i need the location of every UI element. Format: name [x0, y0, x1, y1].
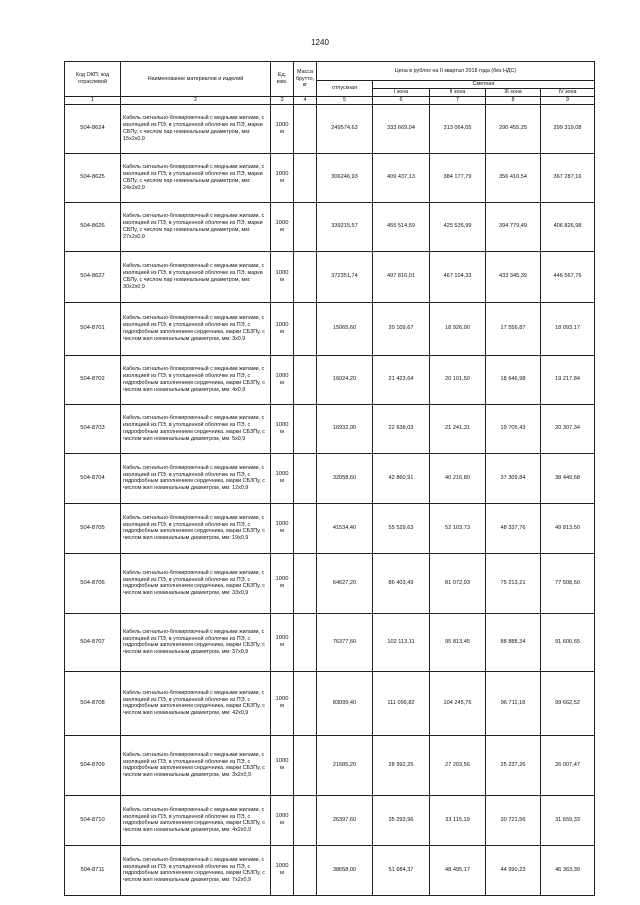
price-zone-1: 111 099,82 [373, 671, 430, 735]
header-zone-1: I зона [373, 89, 430, 97]
column-number: 9 [541, 97, 595, 105]
price-zone-2: 27 203,56 [430, 735, 486, 795]
item-unit: 1000 м [271, 251, 294, 302]
table-row [65, 153, 595, 202]
item-mass [294, 503, 317, 553]
price-release: 249574,63 [317, 104, 373, 153]
price-zone-3: 48 337,76 [486, 503, 541, 553]
item-code: 504-8708 [65, 671, 121, 735]
item-name: Кабель сигнально-блокировочный с медными жилами, с изоляцией из ПЭ, в утолщенной оболочке из ПЭ, с гидрофобным заполнением сердечника, марки СБЗПу, с числом жил номинальным диаметром, мм: 12x0,9 [121, 453, 271, 503]
price-zone-3: 30 721,56 [486, 795, 541, 845]
price-release: 21685,20 [317, 735, 373, 795]
column-number: 5 [317, 97, 373, 105]
price-zone-2: 95 813,45 [430, 613, 486, 671]
column-number: 6 [373, 97, 430, 105]
price-zone-4: 49 813,50 [541, 503, 595, 553]
price-zone-3: 18 646,98 [486, 355, 541, 404]
price-zone-1: 102 113,11 [373, 613, 430, 671]
price-zone-4: 31 659,33 [541, 795, 595, 845]
item-code: 504-8703 [65, 404, 121, 453]
item-unit: 1000 м [271, 503, 294, 553]
price-zone-4: 299 319,08 [541, 104, 595, 153]
price-zone-3: 433 345,39 [486, 251, 541, 302]
price-zone-1: 409 437,13 [373, 153, 430, 202]
price-release: 339215,57 [317, 202, 373, 251]
price-release: 306246,93 [317, 153, 373, 202]
item-code: 504-8627 [65, 251, 121, 302]
price-zone-1: 86 403,49 [373, 553, 430, 613]
item-code: 504-8625 [65, 153, 121, 202]
column-number: 3 [271, 97, 294, 105]
price-release: 64627,20 [317, 553, 373, 613]
price-zone-3: 75 213,21 [486, 553, 541, 613]
item-name: Кабель сигнально-блокировочный с медными жилами, с изоляцией из ПЭ, в утолщенной оболочке из ПЭ, с гидрофобным заполнением сердечника, марки СБЗПу, с числом жил номинальным диаметром, мм: 19x0,9 [121, 503, 271, 553]
header-name: Наименование материалов и изделий [121, 62, 271, 97]
item-name: Кабель сигнально-блокировочный с медными жилами, с изоляцией из ПЭ, в утолщенной оболочке из ПЭ, с гидрофобным заполнением сердечника, марки СБЗПу, с числом жил номинальным диаметром, мм: 42x0,9 [121, 671, 271, 735]
price-zone-3: 25 237,26 [486, 735, 541, 795]
price-zone-3: 44 990,23 [486, 845, 541, 895]
table-row [65, 251, 595, 302]
price-zone-2: 425 535,99 [430, 202, 486, 251]
item-unit: 1000 м [271, 453, 294, 503]
price-release: 15065,60 [317, 302, 373, 355]
price-zone-1: 497 816,01 [373, 251, 430, 302]
price-release: 76377,60 [317, 613, 373, 671]
item-unit: 1000 м [271, 613, 294, 671]
price-zone-2: 384 177,79 [430, 153, 486, 202]
item-unit: 1000 м [271, 104, 294, 153]
price-zone-4: 446 567,76 [541, 251, 595, 302]
item-code: 504-8626 [65, 202, 121, 251]
price-zone-2: 467 104,33 [430, 251, 486, 302]
column-number: 2 [121, 97, 271, 105]
price-zone-1: 51 684,37 [373, 845, 430, 895]
header-code: Код ОКП; код отраслевой [65, 62, 121, 97]
price-zone-4: 26 007,47 [541, 735, 595, 795]
item-mass [294, 302, 317, 355]
header-unit: Ед. изм. [271, 62, 294, 97]
item-unit: 1000 м [271, 735, 294, 795]
item-code: 504-8702 [65, 355, 121, 404]
page-number: 1240 [311, 38, 329, 47]
price-release: 83099,40 [317, 671, 373, 735]
price-zone-2: 104 245,76 [430, 671, 486, 735]
price-zone-1: 455 514,59 [373, 202, 430, 251]
item-unit: 1000 м [271, 553, 294, 613]
price-zone-1: 20 109,67 [373, 302, 430, 355]
price-zone-2: 81 072,93 [430, 553, 486, 613]
item-mass [294, 202, 317, 251]
item-code: 504-8710 [65, 795, 121, 845]
item-name: Кабель сигнально-блокировочный с медными жилами, с изоляцией из ПЭ, в утолщенной оболочке из ПЭ, с гидрофобным заполнением сердечника, марки СБЗПу, с числом жил номинальным диаметром, мм: 33x0,9 [121, 553, 271, 613]
column-number: 4 [294, 97, 317, 105]
table-row [65, 795, 595, 845]
header-price-title: Цена в рублях на II квартал 2018 года (без НДС) [317, 62, 595, 81]
price-zone-3: 17 556,87 [486, 302, 541, 355]
table-row [65, 404, 595, 453]
item-code: 504-8705 [65, 503, 121, 553]
item-name: Кабель сигнально-блокировочный с медными жилами, с изоляцией из ПЭ, в утолщенной оболочке из ПЭ, с гидрофобным заполнением сердечника, марки СБЗПу, с числом жил номинальным диаметром, мм: 3x2x0,9 [121, 735, 271, 795]
item-unit: 1000 м [271, 302, 294, 355]
price-zone-2: 18 926,00 [430, 302, 486, 355]
column-number: 8 [486, 97, 541, 105]
price-zone-1: 28 992,25 [373, 735, 430, 795]
price-zone-3: 88 888,34 [486, 613, 541, 671]
price-zone-4: 19 217,84 [541, 355, 595, 404]
price-zone-1: 55 529,63 [373, 503, 430, 553]
price-zone-1: 22 638,03 [373, 404, 430, 453]
item-name: Кабель сигнально-блокировочный с медными жилами, с изоляцией из ПЭ, в утолщенной оболочке из ПЭ, с гидрофобным заполнением сердечника, марки СБЗПу, с числом жил номинальным диаметром, мм: 5x0,9 [121, 404, 271, 453]
table-row [65, 845, 595, 895]
item-name: Кабель сигнально-блокировочный с медными жилами, с изоляцией из ПЭ, в утолщенной оболочке из ПЭ, марки СБПу, с числом пар номинальным диаметром, мм: 30x2x0,9 [121, 251, 271, 302]
header-zone-2: II зона [430, 89, 486, 97]
table-row [65, 671, 595, 735]
item-code: 504-8706 [65, 553, 121, 613]
price-release: 38658,00 [317, 845, 373, 895]
price-zone-3: 96 711,18 [486, 671, 541, 735]
item-mass [294, 104, 317, 153]
price-zone-2: 48 495,17 [430, 845, 486, 895]
item-name: Кабель сигнально-блокировочный с медными жилами, с изоляцией из ПЭ, в утолщенной оболочке из ПЭ, марки СБПу, с числом пар номинальным диаметром, мм: 15x2x0,9 [121, 104, 271, 153]
item-code: 504-8624 [65, 104, 121, 153]
table-row [65, 613, 595, 671]
price-zone-4: 406 826,98 [541, 202, 595, 251]
price-release: 372351,74 [317, 251, 373, 302]
price-zone-2: 313 064,05 [430, 104, 486, 153]
item-unit: 1000 м [271, 355, 294, 404]
table-row [65, 355, 595, 404]
price-zone-3: 37 309,84 [486, 453, 541, 503]
item-code: 504-8711 [65, 845, 121, 895]
table-row [65, 202, 595, 251]
item-mass [294, 553, 317, 613]
price-zone-4: 91 600,65 [541, 613, 595, 671]
price-release: 26397,60 [317, 795, 373, 845]
item-code: 504-8707 [65, 613, 121, 671]
price-release: 41534,40 [317, 503, 373, 553]
item-mass [294, 153, 317, 202]
price-zone-4: 46 363,39 [541, 845, 595, 895]
price-zone-1: 333 669,04 [373, 104, 430, 153]
price-zone-1: 42 860,91 [373, 453, 430, 503]
item-name: Кабель сигнально-блокировочный с медными жилами, с изоляцией из ПЭ, в утолщенной оболочке из ПЭ, марки СБПу, с числом пар номинальным диаметром, мм: 27x2x0,9 [121, 202, 271, 251]
item-mass [294, 251, 317, 302]
price-zone-3: 290 455,25 [486, 104, 541, 153]
header-estimate: Сметная [373, 81, 595, 89]
price-zone-4: 77 508,50 [541, 553, 595, 613]
item-name: Кабель сигнально-блокировочный с медными жилами, с изоляцией из ПЭ, в утолщенной оболочке из ПЭ, с гидрофобным заполнением сердечника, марки СБЗПу, с числом жил номинальным диаметром, мм: 37x0,9 [121, 613, 271, 671]
item-unit: 1000 м [271, 153, 294, 202]
table-row [65, 302, 595, 355]
header-release: отпускная [317, 81, 373, 97]
price-table [64, 61, 595, 896]
item-code: 504-8709 [65, 735, 121, 795]
item-name: Кабель сигнально-блокировочный с медными жилами, с изоляцией из ПЭ, в утолщенной оболочке из ПЭ, с гидрофобным заполнением сердечника, марки СБЗПу, с числом жил номинальным диаметром, мм: 7x2x0,9 [121, 845, 271, 895]
item-name: Кабель сигнально-блокировочный с медными жилами, с изоляцией из ПЭ, в утолщенной оболочке из ПЭ, марки СБПу, с числом пар номинальным диаметром, мм: 24x2x0,9 [121, 153, 271, 202]
item-name: Кабель сигнально-блокировочный с медными жилами, с изоляцией из ПЭ, в утолщенной оболочке из ПЭ, с гидрофобным заполнением сердечника, марки СБЗПу, с числом жил номинальным диаметром, мм: 4x0,9 [121, 355, 271, 404]
price-zone-2: 52 103,73 [430, 503, 486, 553]
item-mass [294, 355, 317, 404]
item-mass [294, 735, 317, 795]
price-zone-1: 35 293,96 [373, 795, 430, 845]
price-zone-2: 21 241,31 [430, 404, 486, 453]
item-mass [294, 671, 317, 735]
item-unit: 1000 м [271, 671, 294, 735]
price-zone-2: 40 216,80 [430, 453, 486, 503]
header-mass: Масса брутто, кг [294, 62, 317, 97]
column-number: 7 [430, 97, 486, 105]
item-unit: 1000 м [271, 845, 294, 895]
price-zone-3: 356 410,54 [486, 153, 541, 202]
price-release: 16024,20 [317, 355, 373, 404]
price-zone-2: 20 101,50 [430, 355, 486, 404]
item-code: 504-8701 [65, 302, 121, 355]
table-row [65, 453, 595, 503]
item-name: Кабель сигнально-блокировочный с медными жилами, с изоляцией из ПЭ, в утолщенной оболочке из ПЭ, с гидрофобным заполнением сердечника, марки СБЗПу, с числом жил номинальным диаметром, мм: 4x2x0,9 [121, 795, 271, 845]
item-mass [294, 453, 317, 503]
table-row [65, 553, 595, 613]
price-zone-1: 21 423,64 [373, 355, 430, 404]
item-unit: 1000 м [271, 202, 294, 251]
item-mass [294, 613, 317, 671]
table-row [65, 735, 595, 795]
price-zone-3: 19 705,43 [486, 404, 541, 453]
price-zone-4: 99 662,52 [541, 671, 595, 735]
item-mass [294, 845, 317, 895]
table-row [65, 104, 595, 153]
header-zone-3: III зона [486, 89, 541, 97]
item-mass [294, 795, 317, 845]
price-zone-4: 367 287,16 [541, 153, 595, 202]
item-code: 504-8704 [65, 453, 121, 503]
item-name: Кабель сигнально-блокировочный с медными жилами, с изоляцией из ПЭ, в утолщенной оболочке из ПЭ, с гидрофобным заполнением сердечника, марки СБЗПу, с числом жил номинальным диаметром, мм: 3x0,9 [121, 302, 271, 355]
item-unit: 1000 м [271, 795, 294, 845]
price-zone-4: 20 307,34 [541, 404, 595, 453]
price-release: 32058,60 [317, 453, 373, 503]
column-number: 1 [65, 97, 121, 105]
price-zone-3: 394 779,49 [486, 202, 541, 251]
item-unit: 1000 м [271, 404, 294, 453]
price-zone-4: 18 093,17 [541, 302, 595, 355]
table-row [65, 503, 595, 553]
item-mass [294, 404, 317, 453]
price-release: 16932,00 [317, 404, 373, 453]
header-zone-4: IV зона [541, 89, 595, 97]
price-zone-2: 33 115,19 [430, 795, 486, 845]
column-number-row [65, 97, 595, 105]
price-zone-4: 38 449,68 [541, 453, 595, 503]
